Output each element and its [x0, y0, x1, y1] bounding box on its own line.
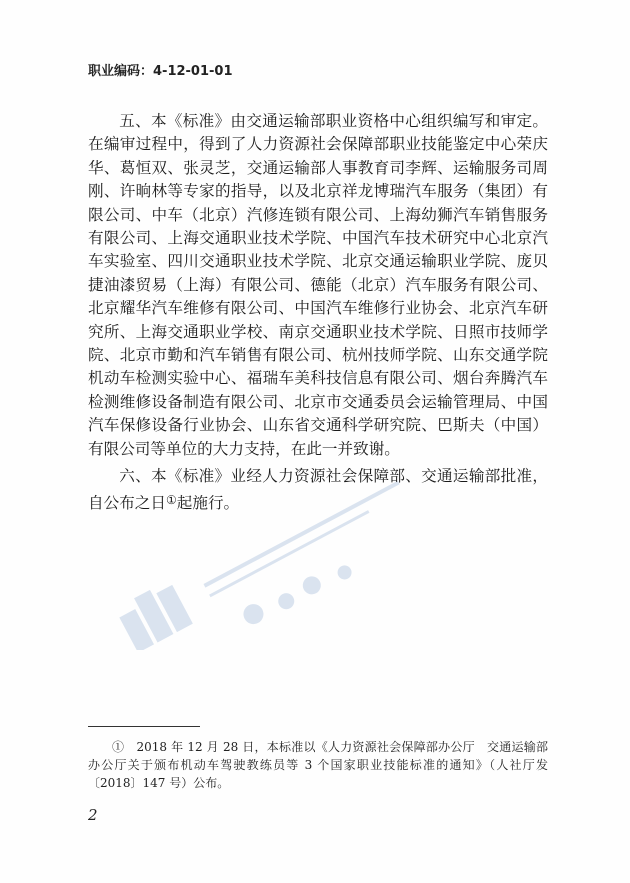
footnote-marker[interactable]: ①	[165, 492, 177, 507]
paragraph-effective-text: 六、本《标准》业经人力资源社会保障部、交通运输部批准，自公布之日	[88, 467, 548, 512]
body-text	[88, 110, 548, 519]
paragraph-acknowledgements: 五、本《标准》由交通运输部职业资格中心组织编写和审定。在编审过程中，得到了人力资源社会保障部职业技能鉴定中心荣庆华、葛恒双、张灵芝，交通运输部人事教育司李辉、运输服务司周刚、许晌林等专家的指导，以及北京祥龙博瑞汽车服务（集团）有限公司、中车（北京）汽修连锁有限公司、上海幼狮汽车销售服务有限公司、上海交通职业技术学院、中国汽车技术研究中心北京汽车实验室、四川交通职业技术学院、北京交通运输职业学院、庞贝捷油漆贸易（上海）有限公司、德能（北京）汽车服务有限公司、北京耀华汽车维修有限公司、中国汽车维修行业协会、北京汽车研究所、上海交通职业学校、南京交通职业技术学院、日照市技师学院、北京市勤和汽车销售有限公司、杭州技师学院、山东交通学院机动车检测实验中心、福瑞车美科技信息有限公司、烟台奔腾汽车检测维修设备制造有限公司、北京市交通委员会运输管理局、中国汽车保修设备行业协会、山东省交通科学研究院、巴斯夫（中国）有限公司等单位的大力支持，在此一并致谢。	[88, 112, 548, 458]
page-number: 2	[88, 806, 98, 824]
footnote-divider	[88, 726, 200, 727]
paragraph-effective-tail: 起施行。	[176, 493, 240, 512]
occupation-code: 职业编码：4-12-01-01	[88, 64, 233, 79]
paragraph-effective-date	[88, 465, 548, 515]
footnote: ① 2018 年 12 月 28 日，本标准以《人力资源社会保障部办公厅 交通运输部办公厅关于颁布机动车驾驶教练员等 3 个国家职业技能标准的通知》（人社厅发〔2018〕147 号）公布。	[88, 740, 548, 790]
